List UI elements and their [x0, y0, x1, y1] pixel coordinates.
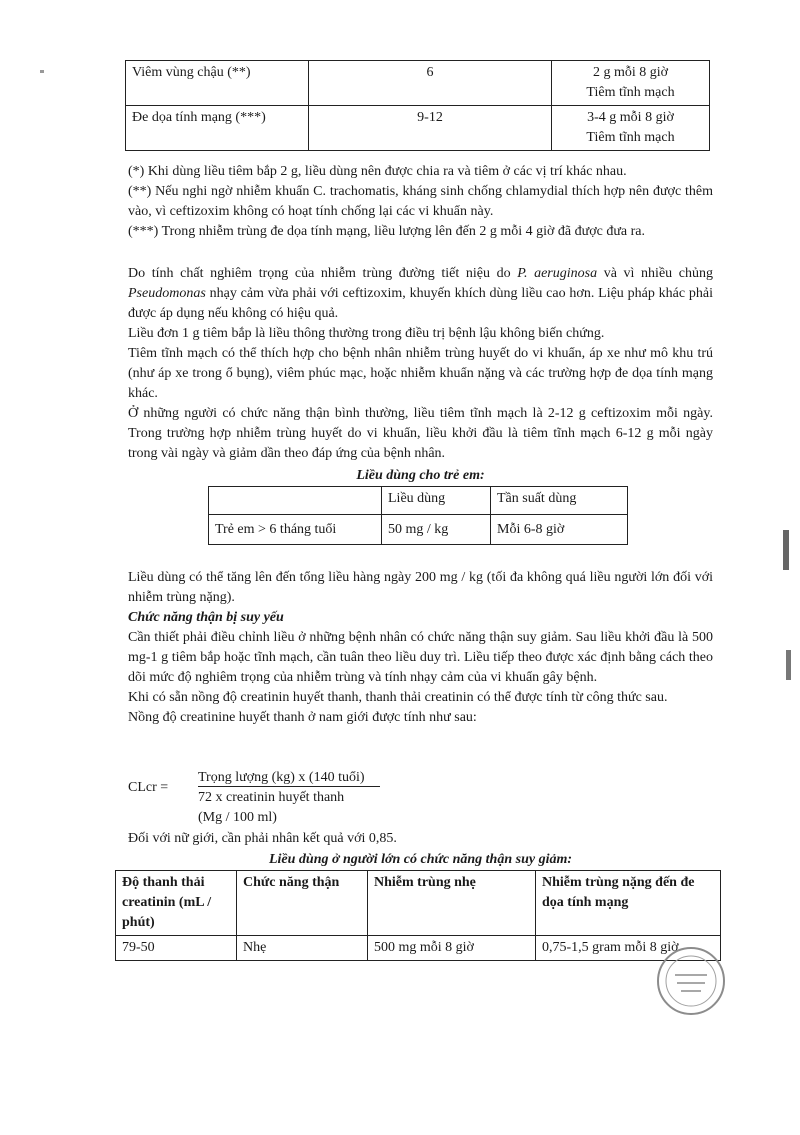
- footnote: (**) Nếu nghi ngờ nhiễm khuẩn C. trachomatis, kháng sinh chống chlamydial thích hợp nên được thêm vào, vì ceftizoxim không có hoạt tính chống lại các vi khuẩn này.: [128, 184, 713, 219]
- table-cell: Trẻ em > 6 tháng tuổi: [209, 515, 382, 545]
- table-row: [116, 871, 721, 936]
- footnote: (***) Trong nhiễm trùng đe dọa tính mạng, liều lượng lên đến 2 g mỗi 4 giờ đã được đưa ra.: [128, 224, 646, 239]
- paragraph: Tiêm tĩnh mạch có thể thích hợp cho bệnh nhân nhiễm trùng huyết do vi khuẩn, áp xe như mô khu trú (như áp xe trong ổ bụng), viêm phúc mạc, hoặc nhiễm khuẩn nặng và các trường hợp đe dọa tính mạng khác.: [128, 346, 713, 401]
- scan-artifact: [786, 650, 791, 680]
- footnote: (*) Khi dùng liều tiêm bắp 2 g, liều dùng nên được chia ra và tiêm ở các vị trí khác nhau.: [128, 164, 627, 179]
- table-cell: Mỗi 6-8 giờ: [491, 515, 628, 545]
- table-cell: 50 mg / kg: [382, 515, 491, 545]
- footnotes: [128, 162, 713, 242]
- text-run: nhạy cảm vừa phải với ceftizoxim, khuyến khích dùng liều cao hơn. Liệu pháp khác phải được áp dụng nếu không có hiệu quả.: [128, 286, 713, 321]
- cell-line: 2 g mỗi 8 giờ: [592, 65, 669, 80]
- official-stamp: [655, 945, 727, 1024]
- paragraph: Liều đơn 1 g tiêm bắp là liều thông thường trong điều trị bệnh lậu không biến chứng.: [128, 326, 605, 341]
- formula-numerator: Trọng lượng (kg) x (140 tuổi): [198, 770, 365, 785]
- child-dosage-table: [208, 486, 628, 545]
- italic-run: P. aeruginosa: [517, 266, 598, 281]
- female-note: Đối với nữ giới, cần phải nhân kết quả với 0,85.: [128, 831, 397, 846]
- table-header: Nhiễm trùng nặng đến đe dọa tính mạng: [536, 871, 721, 936]
- table-cell: [552, 106, 710, 151]
- scan-artifact: [40, 70, 44, 73]
- table-header: Chức năng thận: [237, 871, 368, 936]
- adult-table-caption: Liều dùng ở người lớn có chức năng thận suy giảm:: [268, 852, 573, 867]
- cell-line: Tiêm tĩnh mạch: [586, 85, 675, 100]
- table-cell: [552, 61, 710, 106]
- stamp-seal-icon: [655, 945, 727, 1017]
- table-header: Liều dùng: [382, 487, 491, 515]
- section-heading: Chức năng thận bị suy yếu: [128, 610, 284, 625]
- italic-run: Pseudomonas: [128, 286, 206, 301]
- top-dosage-table: [125, 60, 710, 151]
- fraction-bar: [198, 786, 380, 787]
- paragraph: Cần thiết phải điều chỉnh liều ở những bệnh nhân có chức năng thận suy giảm. Sau liều khởi đầu là 500 mg-1 g tiêm bắp hoặc tĩnh mạch, cần tuân theo liều duy trì. Liều tiếp theo được xác định bằng cách theo dõi mức độ nghiêm trọng của nhiễm trùng và tính nhạy cảm của vi khuẩn gây bệnh.: [128, 630, 713, 685]
- table-row: [209, 515, 628, 545]
- table-cell: 6: [309, 61, 552, 106]
- table-header: Tần suất dùng: [491, 487, 628, 515]
- scan-artifact: [783, 530, 789, 570]
- paragraph: Khi có sẵn nồng độ creatinin huyết thanh, thanh thải creatinin có thể được tính từ công thức sau.: [128, 690, 668, 705]
- formula-lhs: CLcr =: [128, 780, 169, 795]
- table-header: Nhiễm trùng nhẹ: [368, 871, 536, 936]
- paragraph: Nồng độ creatinine huyết thanh ở nam giới được tính như sau:: [128, 710, 477, 725]
- table-row: [209, 487, 628, 515]
- text-run: và vì nhiều chủng: [597, 266, 713, 281]
- table-row: [126, 61, 710, 106]
- adult-dosage-table: [115, 870, 721, 961]
- table-cell: Viêm vùng chậu (**): [126, 61, 309, 106]
- paragraph: [128, 264, 713, 324]
- table-header: Độ thanh thải creatinin (mL / phút): [116, 871, 237, 936]
- cell-line: 3-4 g mỗi 8 giờ: [587, 110, 674, 125]
- formula-unit: (Mg / 100 ml): [198, 810, 277, 825]
- table-cell: 79-50: [116, 936, 237, 961]
- table-cell: 0,75-1,5 gram mỗi 8 giờ: [536, 936, 721, 961]
- body-text: [128, 264, 713, 464]
- child-table-caption: Liều dùng cho trẻ em:: [356, 468, 485, 483]
- text-run: Do tính chất nghiêm trọng của nhiễm trùng đường tiết niệu do: [128, 266, 518, 281]
- table-cell: 500 mg mỗi 8 giờ: [368, 936, 536, 961]
- paragraph: Liều dùng có thể tăng lên đến tổng liều hàng ngày 200 mg / kg (tối đa không quá liều người lớn đối với nhiễm trùng nặng).: [128, 570, 713, 605]
- paragraph: Ở những người có chức năng thận bình thường, liều tiêm tĩnh mạch là 2-12 g ceftizoxim mỗi ngày. Trong trường hợp nhiễm trùng huyết do vi khuẩn, liều khởi đầu là tiêm tĩnh mạch 6-12 g mỗi ngày trong vài ngày và giảm dần theo đáp ứng của bệnh nhân.: [128, 406, 713, 461]
- table-cell: Nhẹ: [237, 936, 368, 961]
- table-row: [116, 936, 721, 961]
- table-cell: 9-12: [309, 106, 552, 151]
- table-cell: Đe dọa tính mạng (***): [126, 106, 309, 151]
- cell-line: Tiêm tĩnh mạch: [586, 130, 675, 145]
- table-cell-empty: [209, 487, 382, 515]
- renal-section: [128, 568, 713, 728]
- table-row: [126, 106, 710, 151]
- formula-denominator: 72 x creatinin huyết thanh: [198, 790, 345, 805]
